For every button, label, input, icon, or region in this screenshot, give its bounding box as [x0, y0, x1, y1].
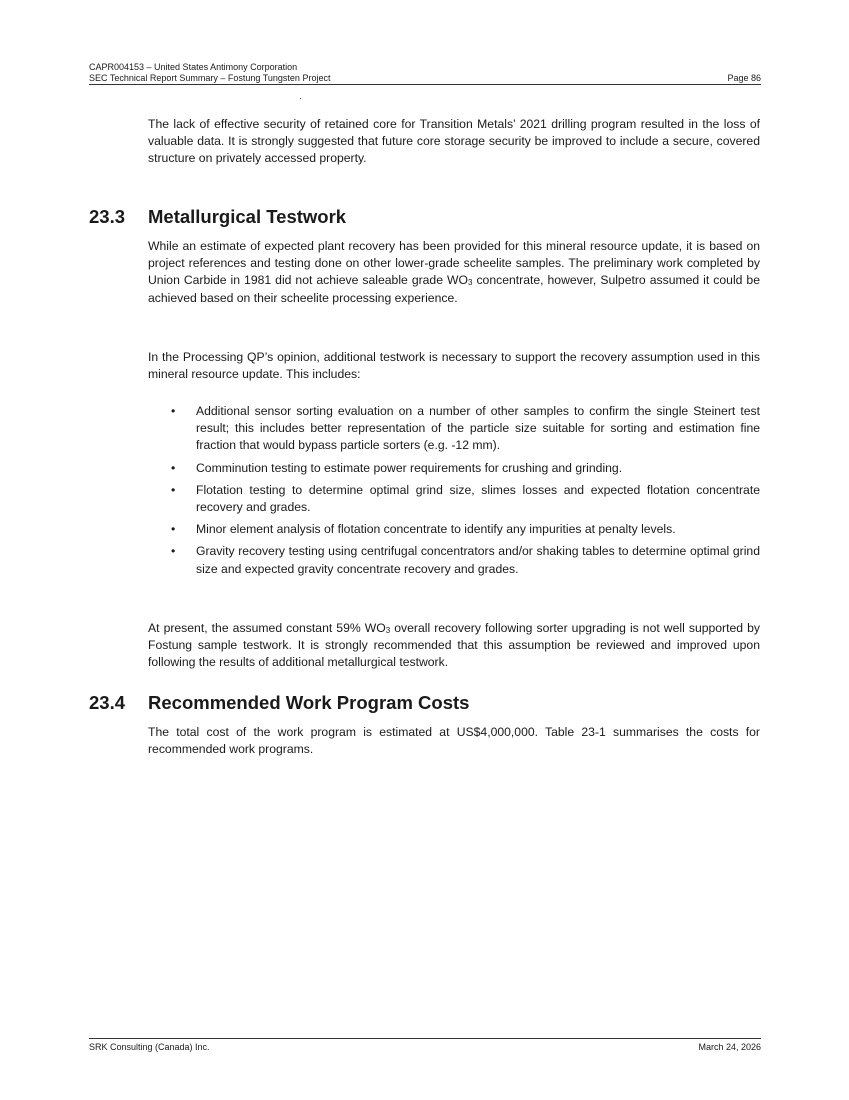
list-item-text: Comminution testing to estimate power requirements for crushing and grinding.: [196, 460, 623, 475]
section-heading-23-4: [89, 692, 469, 714]
list-item: [148, 521, 760, 538]
list-item-text: Flotation testing to determine optimal grind size, slimes losses and expected flotation concentrate recovery and grades.: [196, 482, 760, 515]
metallurgical-paragraph-2: In the Processing QP’s opinion, additional testwork is necessary to support the recovery assumption used in this mineral resource update. This includes:: [148, 350, 760, 382]
text-run: While an estimate of expected plant recovery has been provided for this mineral resource update, it is based on project references and testing done on other lower-grade scheelite samples. The preliminary work completed by Union Carbide in 1981 did not achieve saleable grade WO: [148, 239, 760, 288]
stray-dot: [300, 98, 301, 99]
section-number: 23.4: [89, 692, 126, 713]
page-number: Page 86: [727, 72, 761, 83]
list-item: [148, 482, 760, 516]
header-line-1: CAPR004153 – United States Antimony Corporation: [89, 62, 298, 72]
bullet-icon: •: [171, 460, 176, 475]
list-item-text: Gravity recovery testing using centrifugal concentrators and/or shaking tables to determine optimal grind size and expected gravity concentrate recovery and grades.: [196, 544, 760, 576]
subscript: 3: [467, 278, 473, 288]
text-run: At present, the assumed constant 59% WO: [148, 621, 386, 635]
bullet-icon: •: [171, 544, 176, 559]
footer-company: SRK Consulting (Canada) Inc.: [89, 1042, 210, 1052]
list-item: [148, 403, 760, 455]
metallurgical-paragraph-1: [148, 238, 760, 307]
page-header: [89, 62, 761, 85]
list-item-text: Minor element analysis of flotation concentrate to identify any impurities at penalty levels.: [196, 522, 676, 537]
footer-date: March 24, 2026: [698, 1042, 761, 1052]
header-line-2: SEC Technical Report Summary – Fostung Tungsten Project: [89, 72, 331, 83]
section-title: Metallurgical Testwork: [148, 206, 347, 227]
work-program-paragraph: The total cost of the work program is estimated at US$4,000,000. Table 23-1 summarises the costs for recommended work programs.: [148, 725, 760, 757]
bullet-icon: •: [171, 482, 176, 497]
metallurgical-paragraph-3: [148, 620, 760, 672]
list-item-text: Additional sensor sorting evaluation on a number of other samples to confirm the single Steinert test result; this includes better representation of the particle size suitable for sorting and estimation fine fraction that would bypass particle sorters (e.g. -12 mm).: [196, 404, 760, 453]
section-number: 23.3: [89, 206, 126, 227]
page-footer: [89, 1038, 761, 1053]
bullet-icon: •: [171, 522, 176, 537]
intro-paragraph: The lack of effective security of retained core for Transition Metals’ 2021 drilling program resulted in the loss of valuable data. It is strongly suggested that future core storage security be improved to include a secure, covered structure on privately accessed property.: [148, 117, 760, 166]
list-item: [148, 543, 760, 577]
text-run: overall recovery following sorter upgrading is not well supported by Fostung sample testwork. It is strongly recommended that this assumption be reviewed and improved upon following the results of additional metallurgical testwork.: [148, 621, 760, 670]
list-item: [148, 460, 760, 477]
text-run: concentrate, however, Sulpetro assumed it could be achieved based on their scheelite processing experience.: [148, 273, 760, 305]
testwork-bullet-list: [148, 403, 760, 583]
section-title: Recommended Work Program Costs: [148, 692, 470, 713]
bullet-icon: •: [171, 404, 176, 418]
section-heading-23-3: [89, 206, 346, 228]
subscript: 3: [385, 626, 391, 635]
